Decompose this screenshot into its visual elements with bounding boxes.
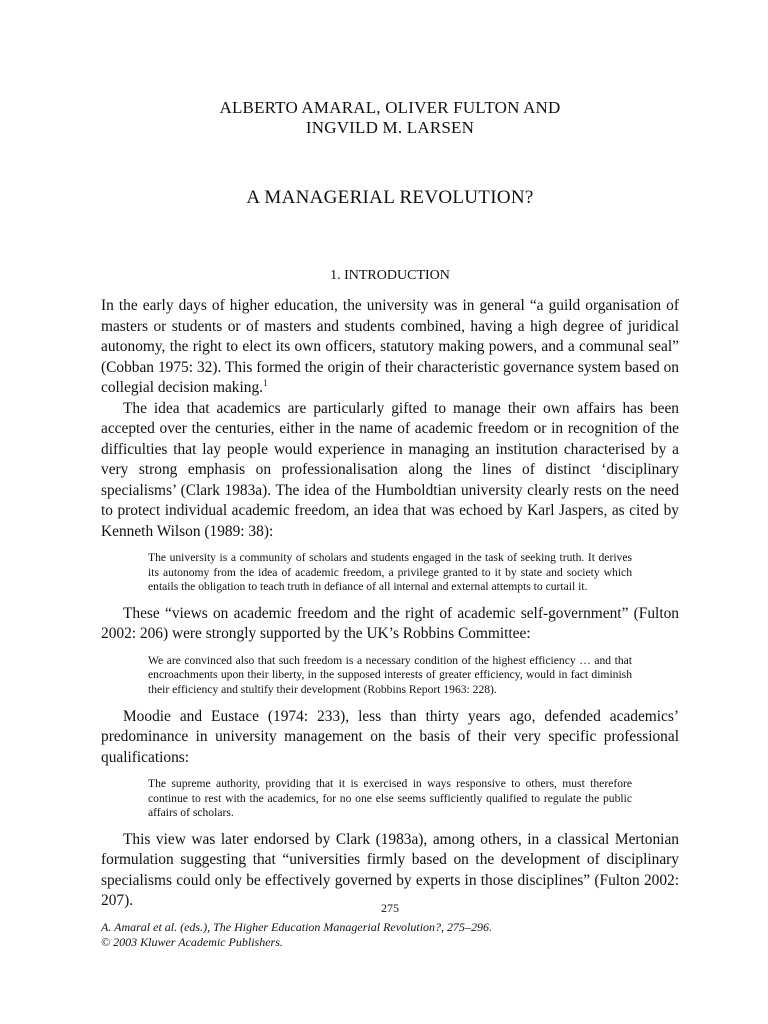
- paragraph-5: This view was later endorsed by Clark (1983a), among others, in a classical Mertonian formulation suggesting that “universities firmly based on the development of disciplinary specialisms could only be effectively governed by experts in those disciplines” (Fulton 2002: 207).: [101, 830, 679, 910]
- authors-line-1: ALBERTO AMARAL, OLIVER FULTON AND: [219, 98, 561, 117]
- paragraph-1: [101, 296, 679, 399]
- footer-citation: [101, 920, 679, 935]
- paragraph-3: These “views on academic freedom and the right of academic self-government” (Fulton 2002: 206) were strongly supported by the UK’s Robbins Committee:: [101, 604, 679, 643]
- footer-copyright-text: © 2003 Kluwer Academic Publishers.: [101, 935, 283, 949]
- author-list: [101, 98, 679, 138]
- document-page: [101, 0, 679, 1024]
- footer-citation-block: [101, 920, 679, 950]
- authors-line-2: INGVILD M. LARSEN: [305, 118, 475, 137]
- paragraph-1-text: In the early days of higher education, the university was in general “a guild organisation of masters or students or of masters and students combined, having a high degree of juridical autonomy, the right to elect its own officers, statutory making powers, and a communal seal” (Cobban 1975: 32). This formed the origin of their characteristic governance system based on collegial decision making.: [101, 297, 679, 396]
- paragraph-2: The idea that academics are particularly gifted to manage their own affairs has been accepted over the centuries, either in the name of academic freedom or in recognition of the difficulties that lay people would experience in managing an institution characterised by a very strong emphasis on professionalisation along the lines of distinct ‘disciplinary specialisms’ (Clark 1983a). The idea of the Humboldtian university clearly rests on the need to protect individual academic freedom, an idea that was echoed by Karl Jaspers, as cited by Kenneth Wilson (1989: 38):: [101, 399, 679, 540]
- block-quote-1: The university is a community of scholars and students engaged in the task of seeking truth. It derives its autonomy from the idea of academic freedom, a privilege granted to it by state and society which entails the obligation to teach truth in defiance of all internal and external attempts to curtail it.: [148, 551, 632, 594]
- section-heading: 1. INTRODUCTION: [330, 268, 450, 283]
- footer-citation-text: A. Amaral et al. (eds.), The Higher Education Managerial Revolution?, 275–296.: [101, 920, 493, 934]
- page-number: 275: [381, 901, 399, 915]
- chapter-title: A MANAGERIAL REVOLUTION?: [246, 187, 534, 208]
- footer-copyright: [101, 935, 679, 950]
- body-text: [101, 296, 679, 912]
- block-quote-3: The supreme authority, providing that it is exercised in ways responsive to others, must therefore continue to rest with the academics, for no one else seems sufficiently qualified to regulate the public affairs of scholars.: [148, 777, 632, 820]
- block-quote-2: We are convinced also that such freedom is a necessary condition of the highest efficiency … and that encroachments upon their liberty, in the supposed interests of greater efficiency, would in fact diminish their efficiency and stultify their development (Robbins Report 1963: 228).: [148, 653, 632, 696]
- paragraph-4: Moodie and Eustace (1974: 233), less than thirty years ago, defended academics’ predominance in university management on the basis of their very specific professional qualifications:: [101, 707, 679, 766]
- footnote-marker: 1: [263, 377, 268, 388]
